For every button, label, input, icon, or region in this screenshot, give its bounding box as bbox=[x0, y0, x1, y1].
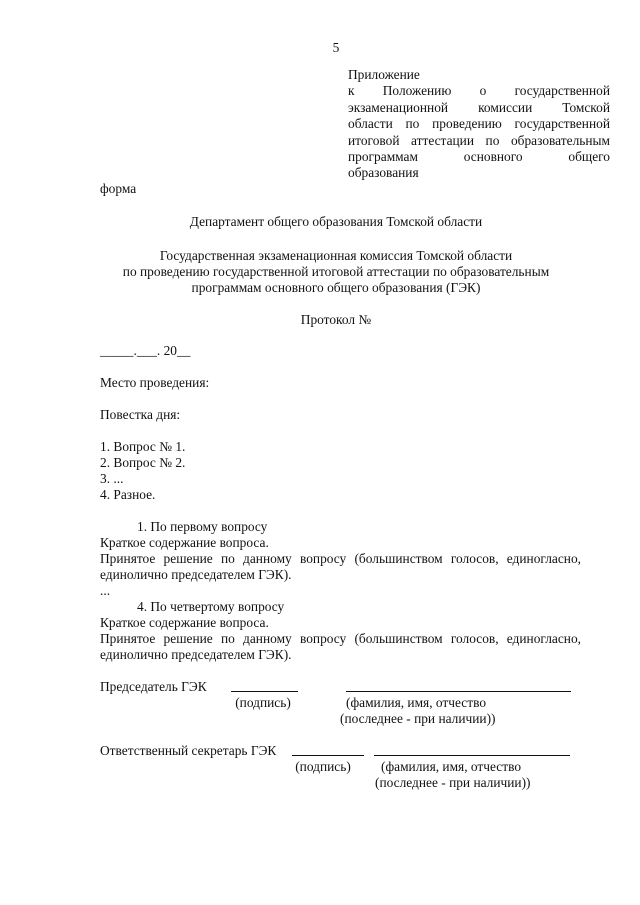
appendix-line: к Положению о государственной bbox=[348, 83, 610, 99]
venue-label: Место проведения: bbox=[100, 375, 210, 390]
question-4-decision-cont: единолично председателем ГЭК). bbox=[100, 647, 292, 662]
appendix-line: экзаменационной комиссии Томской bbox=[348, 99, 610, 115]
form-label: форма bbox=[100, 181, 137, 196]
secretary-signature-caption: (подпись) bbox=[295, 759, 351, 774]
chairman-signature-caption: (подпись) bbox=[235, 695, 291, 710]
appendix-line: образования bbox=[348, 165, 419, 181]
question-ellipsis: ... bbox=[100, 583, 111, 598]
chairman-signature-line bbox=[231, 691, 298, 692]
page-number: 5 bbox=[332, 40, 340, 55]
appendix-line: программам основного общего bbox=[348, 148, 610, 164]
question-4-decision: Принятое решение по данному вопросу (большинством голосов, единогласно, bbox=[100, 631, 581, 646]
chairman-label: Председатель ГЭК bbox=[100, 679, 207, 694]
question-4-heading: 4. По четвертому вопросу bbox=[137, 599, 285, 614]
appendix-block bbox=[348, 67, 610, 182]
commission-line-3: программам основного общего образования (ГЭК) bbox=[191, 280, 481, 295]
appendix-line: области по проведению государственной bbox=[348, 116, 610, 132]
appendix-line: Приложение bbox=[348, 67, 420, 82]
agenda-item: 1. Вопрос № 1. bbox=[100, 439, 186, 454]
chairman-name-caption: (фамилия, имя, отчество bbox=[346, 695, 487, 710]
agenda-item: 3. ... bbox=[100, 471, 124, 486]
chairman-name-caption-cont: (последнее - при наличии)) bbox=[340, 711, 496, 726]
secretary-name-caption-cont: (последнее - при наличии)) bbox=[375, 775, 531, 790]
department-title: Департамент общего образования Томской области bbox=[189, 214, 483, 229]
agenda-item: 2. Вопрос № 2. bbox=[100, 455, 186, 470]
question-4-summary: Краткое содержание вопроса. bbox=[100, 615, 269, 630]
date-line: _____.___. 20__ bbox=[100, 343, 191, 358]
secretary-name-line bbox=[374, 755, 570, 756]
question-1-summary: Краткое содержание вопроса. bbox=[100, 535, 269, 550]
appendix-line: итоговой аттестации по образовательным bbox=[348, 132, 610, 148]
secretary-name-caption: (фамилия, имя, отчество bbox=[381, 759, 522, 774]
agenda-label: Повестка дня: bbox=[100, 407, 181, 422]
question-1-decision: Принятое решение по данному вопросу (большинством голосов, единогласно, bbox=[100, 551, 581, 566]
question-1-heading: 1. По первому вопросу bbox=[137, 519, 268, 534]
commission-line-1: Государственная экзаменационная комиссия Томской области bbox=[159, 248, 513, 263]
secretary-label: Ответственный секретарь ГЭК bbox=[100, 743, 277, 758]
secretary-signature-line bbox=[292, 755, 364, 756]
question-1-decision-cont: единолично председателем ГЭК). bbox=[100, 567, 292, 582]
commission-line-2: по проведению государственной итоговой аттестации по образовательным bbox=[122, 264, 550, 279]
agenda-item: 4. Разное. bbox=[100, 487, 156, 502]
protocol-title: Протокол № bbox=[300, 312, 372, 327]
chairman-name-line bbox=[346, 691, 571, 692]
